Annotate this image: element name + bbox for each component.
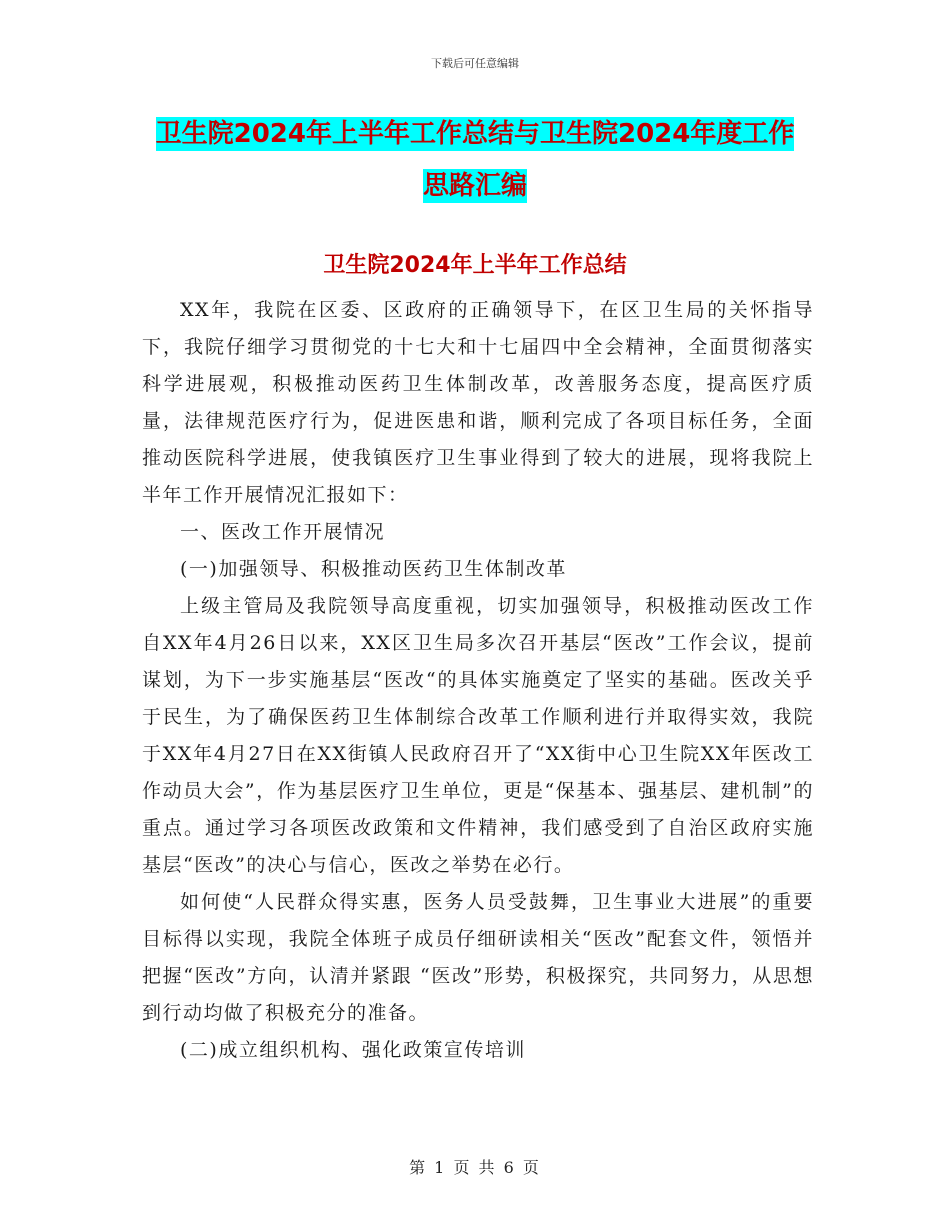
document-title	[150, 108, 800, 212]
body-subheading: (二)成立组织机构、强化政策宣传培训	[180, 1039, 526, 1061]
document-title-text: 卫生院2024年上半年工作总结与卫生院2024年度工作思路汇编	[155, 119, 795, 201]
body-subheading: (一)加强领导、积极推动医药卫生体制改革	[180, 558, 567, 580]
body-heading: 一、医改工作开展情况	[180, 521, 386, 543]
body-paragraph: 如何使“人民群众得实惠，医务人员受鼓舞，卫生事业大进展”的重要目标得以实现，我院全体班子成员仔细研读相关“医改”配套文件，领悟并把握“医改”方向，认清并紧跟 “医改”形势，积极探究，共同努力，从思想到行动均做了积极充分的准备。	[142, 891, 814, 1024]
body-paragraph: XX年，我院在区委、区政府的正确领导下，在区卫生局的关怀指导下，我院仔细学习贯彻党的十七大和十七届四中全会精神，全面贯彻落实科学进展观，积极推动医药卫生体制改革，改善服务态度，提高医疗质量，法律规范医疗行为，促进医患和谐，顺利完成了各项目标任务，全面推动医院科学进展，使我镇医疗卫生事业得到了较大的进展，现将我院上半年工作开展情况汇报如下：	[142, 299, 814, 506]
page-number: 第 1 页 共 6 页	[409, 1158, 541, 1177]
section-title: 卫生院2024年上半年工作总结	[323, 253, 627, 278]
header-note: 下载后可任意编辑	[431, 57, 519, 70]
document-body	[142, 292, 814, 1069]
body-paragraph: 上级主管局及我院领导高度重视，切实加强领导，积极推动医改工作自XX年4月26日以来，XX区卫生局多次召开基层“医改”工作会议，提前谋划，为下一步实施基层“医改“的具体实施奠定了坚实的基础。医改关乎于民生，为了确保医药卫生体制综合改革工作顺利进行并取得实效，我院于XX年4月27日在XX街镇人民政府召开了“XX街中心卫生院XX年医改工作动员大会”，作为基层医疗卫生单位，更是“保基本、强基层、建机制”的重点。通过学习各项医改政策和文件精神，我们感受到了自治区政府实施基层“医改”的决心与信心，医改之举势在必行。	[142, 595, 814, 876]
